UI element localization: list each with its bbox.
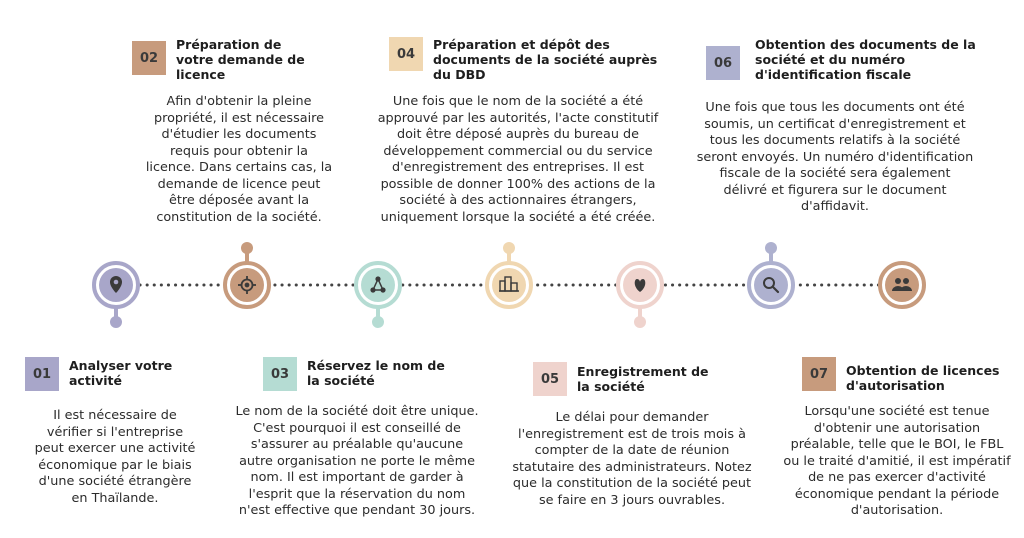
step-badge-07: 07 [802, 357, 836, 391]
timeline-node-01 [94, 263, 138, 328]
step-title-04: Préparation et dépôt des documents de la société auprès du DBD [433, 37, 658, 82]
step-title-01: Analyser votre activité [69, 358, 173, 388]
step-badge-04: 04 [389, 37, 423, 71]
step-badge-06: 06 [706, 46, 740, 80]
step-desc-07: Lorsqu'une société est tenue d'obtenir une autorisation préalable, telle que le BOI, le FBL ou le traité d'amitié, il est impératif de ne pas exercer d'activité économique pendant la période d'autorisation. [783, 404, 1011, 518]
step-title-07: Obtention de licences d'autorisation [846, 363, 1000, 393]
step-badge-05: 05 [533, 362, 567, 396]
timeline-node-03 [356, 263, 400, 328]
step-desc-05: Le délai pour demander l'enregistrement est de trois mois à compter de la date de réunion statutaire des administrateurs. Notez que la constitution de la société peut se faire en 3 jours ouvrables. [512, 410, 752, 508]
step-badge-01: 01 [25, 357, 59, 391]
step-desc-01: Il est nécessaire de vérifier si l'entreprise peut exercer une activité économique par le biais d'une société étrangère en Thaïlande. [34, 408, 196, 506]
step-title-05: Enregistrement de la société [577, 364, 709, 394]
step-desc-03: Le nom de la société doit être unique. C'est pourquoi il est conseillé de s'assurer au préalable qu'aucune autre organisation ne porte le même nom. Il est important de garder à l'esprit que la réservation du nom n'est effective que pendant 30 jours. [235, 404, 479, 518]
step-desc-06: Une fois que tous les documents ont été soumis, un certificat d'enregistrement et tous les documents relatifs à la société seront envoyés. Un numéro d'identification fiscale de la société sera également délivré et figurera sur le document d'affidavit. [696, 100, 974, 214]
step-badge-03: 03 [263, 357, 297, 391]
step-desc-02: Afin d'obtenir la pleine propriété, il est nécessaire d'étudier les documents requis pour obtenir la licence. Dans certains cas, la demande de licence peut être déposée avant la constitution de la société. [145, 94, 333, 225]
step-desc-04: Une fois que le nom de la société a été approuvé par les autorités, l'acte constitutif doit être déposé auprès du bureau de développement commercial ou du service d'enregistrement des entreprises. Il est possible de donner 100% des actions de la société à des actionnaires étrangers, uniquement lorsque la société a été créée. [377, 94, 659, 225]
timeline-node-04 [487, 242, 531, 307]
timeline-node-06 [749, 242, 793, 307]
timeline-node-02 [225, 242, 269, 307]
step-badge-02: 02 [132, 41, 166, 75]
timeline-node-07 [880, 263, 924, 307]
timeline-node-05 [618, 263, 662, 328]
step-title-03: Réservez le nom de la société [307, 358, 445, 388]
step-title-06: Obtention des documents de la société et du numéro d'identification fiscale [755, 37, 976, 82]
step-title-02: Préparation de votre demande de licence [176, 37, 305, 82]
